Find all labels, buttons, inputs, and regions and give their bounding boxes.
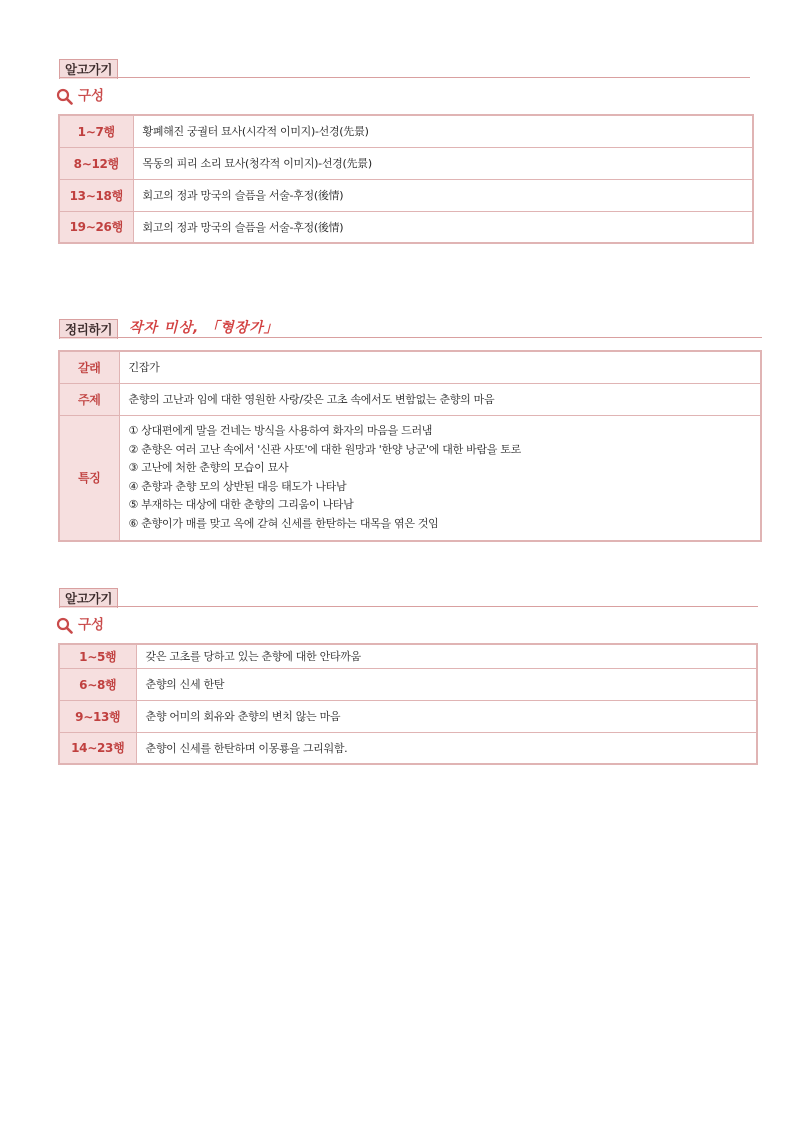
section2-header [59,319,762,339]
row-desc: 회고의 정과 망국의 슬픔을 서술-후정(後情) [133,211,753,243]
magnifier-icon [56,88,73,105]
row-range: 1∼5행 [59,644,136,668]
genre-value: 긴잡가 [119,351,761,383]
section3-table [58,643,758,765]
table-row [59,179,753,211]
section2-label: 정리하기 [59,319,118,339]
section3-rule [59,606,758,607]
row-desc: 갖은 고초를 당하고 있는 춘향에 대한 안타까움 [136,644,757,668]
row-desc: 춘향이 신세를 한탄하며 이몽룡을 그리워함. [136,732,757,764]
row-range: 13∼18행 [59,179,133,211]
table-row [59,732,757,764]
table-row [59,211,753,243]
table-row [59,147,753,179]
table-row [59,668,757,700]
row-range: 19∼26행 [59,211,133,243]
row-range: 14∼23행 [59,732,136,764]
table-row [59,700,757,732]
row-desc: 목동의 피리 소리 묘사(청각적 이미지)-선경(先景) [133,147,753,179]
table-row [59,383,761,415]
table-row [59,644,757,668]
table-row [59,351,761,383]
row-range: 6∼8행 [59,668,136,700]
features-key: 특징 [59,415,119,541]
section1-heading-text: 구성 [78,88,105,104]
section3-heading [56,617,176,637]
feature-item: ③ 고난에 처한 춘향의 모습이 묘사 [128,461,289,475]
feature-item: ② 춘향은 여러 고난 속에서 '신관 사또'에 대한 원망과 '한양 낭군'에 대한 바람을 토로 [128,442,521,456]
magnifier-icon [56,617,73,634]
table-row [59,115,753,147]
row-desc: 춘향의 신세 한탄 [136,668,757,700]
section3-label: 알고가기 [59,588,118,608]
section1-header [59,59,750,79]
section2-rule [59,337,762,338]
section3-header [59,588,758,608]
genre-key: 갈래 [59,351,119,383]
section2-table [58,350,762,542]
section1-heading [56,88,176,108]
section3-heading-text: 구성 [78,617,105,633]
feature-item: ④ 춘향과 춘향 모의 상반된 대응 태도가 나타남 [128,479,347,493]
feature-item: ① 상대편에게 말을 건네는 방식을 사용하여 화자의 마음을 드러냄 [128,424,433,438]
features-list [119,415,761,541]
row-desc: 황폐해진 궁궐터 묘사(시각적 이미지)-선경(先景) [133,115,753,147]
section2-subtitle: 작자 미상, 「형장가」 [129,320,279,336]
section1-rule [59,77,750,78]
row-range: 8∼12행 [59,147,133,179]
row-range: 1∼7행 [59,115,133,147]
section1-label: 알고가기 [59,59,118,79]
row-desc: 춘향 어미의 회유와 춘향의 변치 않는 마음 [136,700,757,732]
row-desc: 회고의 정과 망국의 슬픔을 서술-후정(後情) [133,179,753,211]
table-row [59,415,761,541]
feature-item: ⑤ 부재하는 대상에 대한 춘향의 그리움이 나타남 [128,498,354,512]
theme-key: 주제 [59,383,119,415]
row-range: 9∼13행 [59,700,136,732]
section1-table [58,114,754,244]
feature-item: ⑥ 춘향이가 매를 맞고 옥에 갇혀 신세를 한탄하는 대목을 엮은 것임 [128,516,439,530]
theme-value: 춘향의 고난과 임에 대한 영원한 사랑/갖은 고초 속에서도 변함없는 춘향의 마음 [119,383,761,415]
